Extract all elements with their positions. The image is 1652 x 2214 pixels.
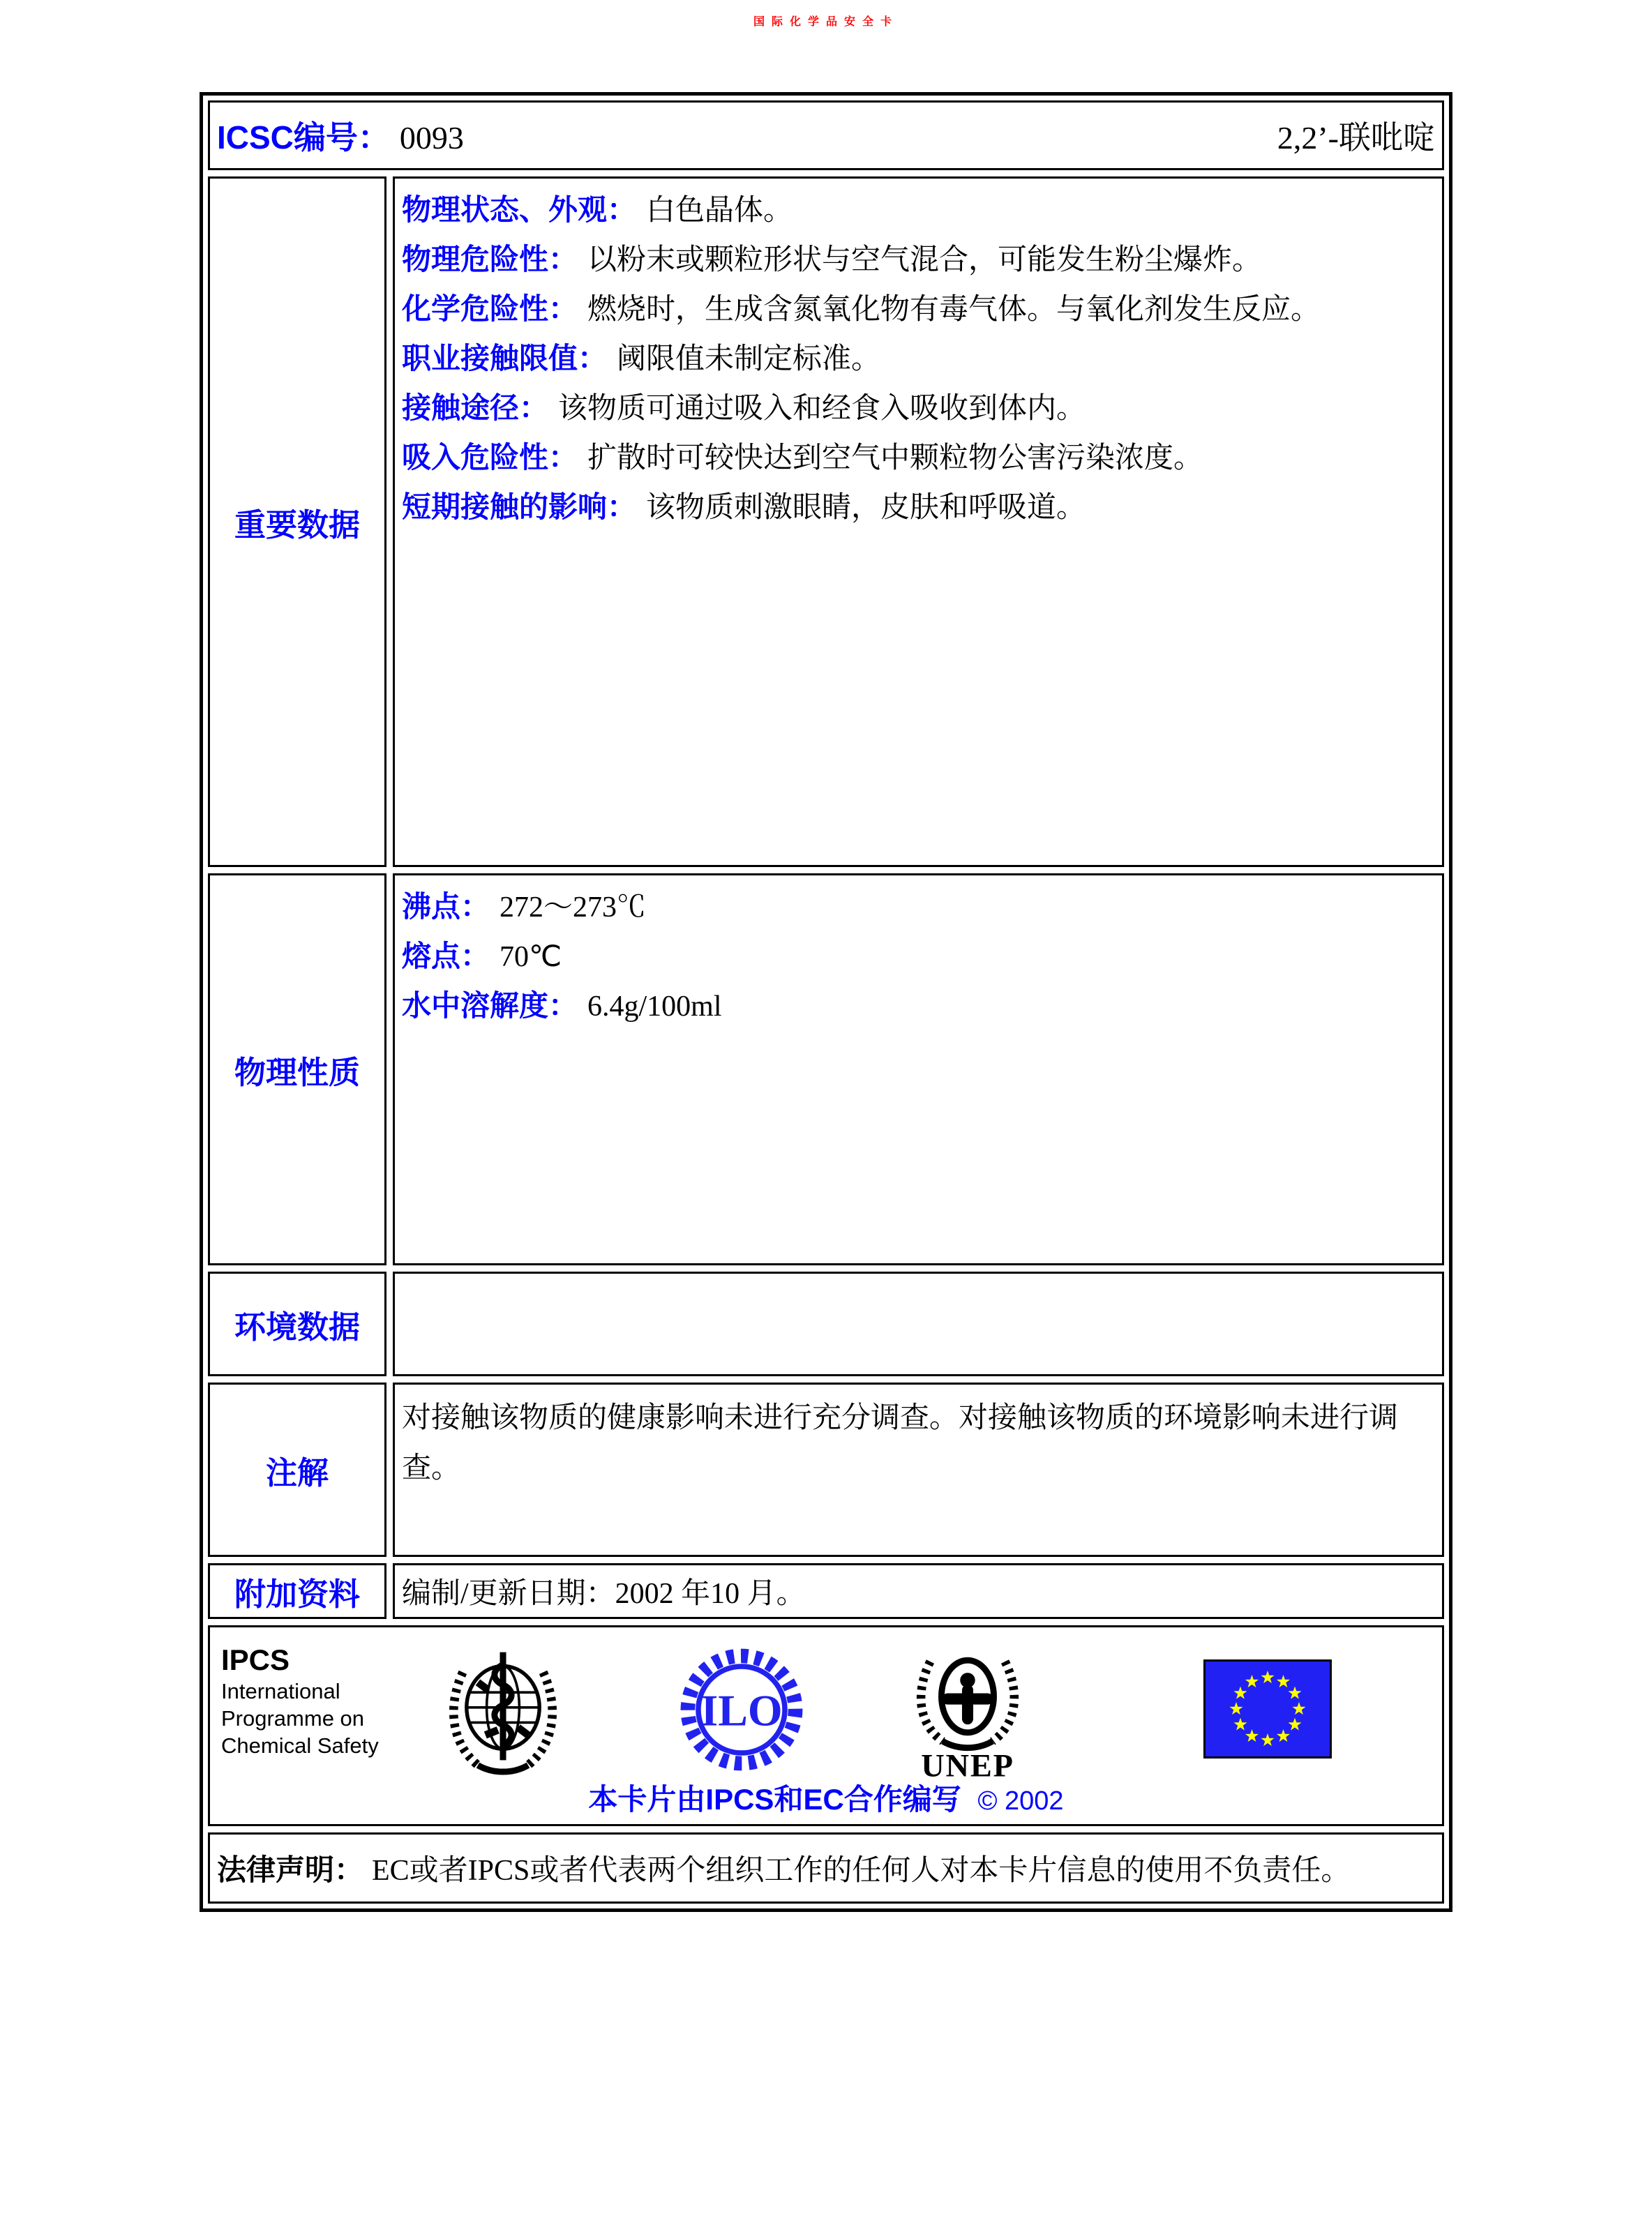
notes-label-cell — [208, 1383, 386, 1557]
item-label: 吸入危险性： — [402, 441, 578, 474]
list-item — [402, 235, 1436, 285]
item-text: 扩散时可较快达到空气中颗粒物公害污染浓度。 — [587, 442, 1203, 474]
ilo-letters: ILO — [700, 1685, 783, 1735]
additional-info-text: 编制/更新日期：2002 年10 月。 — [402, 1578, 806, 1610]
icsc-number-group — [217, 112, 464, 158]
list-item — [402, 334, 1436, 384]
item-label: 化学危险性： — [402, 292, 578, 325]
unep-logo-icon — [905, 1644, 1030, 1787]
item-label: 熔点： — [402, 940, 490, 972]
footer-caption-text: 本卡片由IPCS和EC合作编写 — [588, 1783, 961, 1816]
footer-logos-row — [208, 1625, 1444, 1826]
ilo-logo-icon — [676, 1644, 807, 1779]
item-text: 燃烧时，生成含氮氧化物有毒气体。与氧化剂发生反应。 — [587, 294, 1321, 326]
section-label-important-data: 重要数据 — [234, 506, 360, 543]
additional-info-content-cell — [393, 1563, 1444, 1619]
icsc-number-value: 0093 — [399, 120, 464, 156]
physical-properties-list — [395, 875, 1442, 1037]
legal-text: EC或者IPCS或者代表两个组织工作的任何人对本卡片信息的使用不负责任。 — [372, 1855, 1351, 1887]
item-label: 短期接触的影响： — [402, 490, 637, 523]
item-label: 物理状态、外观： — [402, 193, 637, 226]
item-label: 职业接触限值： — [402, 342, 608, 375]
item-text: 阈限值未制定标准。 — [617, 343, 881, 375]
legal-label: 法律声明： — [217, 1853, 364, 1886]
icsc-number-label: ICSC编号： — [217, 119, 390, 156]
card-header-row — [208, 100, 1444, 170]
ipcs-line: Programme on — [221, 1706, 365, 1731]
list-item — [402, 932, 1436, 981]
eu-flag-icon — [1203, 1659, 1332, 1762]
who-logo-icon — [440, 1644, 566, 1784]
physical-properties-row — [208, 873, 1444, 1265]
item-text: 6.4g/100ml — [587, 991, 722, 1023]
ipcs-line: Chemical Safety — [221, 1733, 379, 1758]
environmental-data-content-cell — [393, 1272, 1444, 1376]
environmental-data-label-cell — [208, 1272, 386, 1376]
item-text: 该物质可通过吸入和经食入吸收到体内。 — [558, 393, 1086, 425]
list-item — [402, 981, 1436, 1031]
additional-info-row — [208, 1563, 1444, 1619]
section-label-physical-properties: 物理性质 — [234, 1054, 360, 1090]
item-text: 白色晶体。 — [646, 195, 793, 227]
important-data-row — [208, 176, 1444, 867]
section-label-additional-info: 附加资料 — [234, 1576, 360, 1612]
list-item — [402, 285, 1436, 334]
item-text: 70℃ — [500, 941, 562, 973]
safety-card-table — [200, 92, 1452, 1912]
ipcs-text-block — [221, 1643, 379, 1759]
list-item — [402, 433, 1436, 483]
ipcs-line: International — [221, 1679, 340, 1703]
important-data-content-cell — [393, 176, 1444, 867]
important-data-label-cell — [208, 176, 386, 867]
notes-row — [208, 1383, 1444, 1557]
list-item — [402, 882, 1436, 932]
section-label-environmental-data: 环境数据 — [234, 1309, 360, 1345]
ipcs-title: IPCS — [221, 1643, 290, 1676]
environmental-data-row — [208, 1272, 1444, 1376]
section-label-notes: 注解 — [265, 1454, 329, 1491]
item-label: 接触途径： — [402, 391, 549, 424]
physical-properties-label-cell — [208, 873, 386, 1265]
unep-letters: UNEP — [921, 1748, 1014, 1784]
page-title: 国际化学品安全卡 — [753, 16, 899, 28]
footer-caption — [210, 1777, 1442, 1818]
notes-text: 对接触该物质的健康影响未进行充分调查。对接触该物质的环境影响未进行调查。 — [402, 1402, 1399, 1484]
important-data-list — [395, 179, 1442, 538]
item-text: 以粉末或颗粒形状与空气混合，可能发生粉尘爆炸。 — [587, 244, 1262, 276]
item-text: 该物质刺激眼睛，皮肤和呼吸道。 — [646, 492, 1086, 524]
list-item — [402, 186, 1436, 235]
item-label: 物理危险性： — [402, 243, 578, 276]
item-label: 水中溶解度： — [402, 989, 578, 1022]
additional-info-label-cell — [208, 1563, 386, 1619]
item-text: 272～273℃ — [500, 891, 647, 924]
chemical-name: 2,2’-联吡啶 — [1277, 120, 1435, 156]
notes-content-cell — [393, 1383, 1444, 1557]
footer-copyright: © 2002 — [977, 1786, 1064, 1816]
item-label: 沸点： — [402, 890, 490, 923]
list-item — [402, 384, 1436, 433]
legal-row — [208, 1832, 1444, 1904]
list-item — [402, 483, 1436, 532]
physical-properties-content-cell — [393, 873, 1444, 1265]
environmental-data-text — [395, 1274, 1442, 1282]
